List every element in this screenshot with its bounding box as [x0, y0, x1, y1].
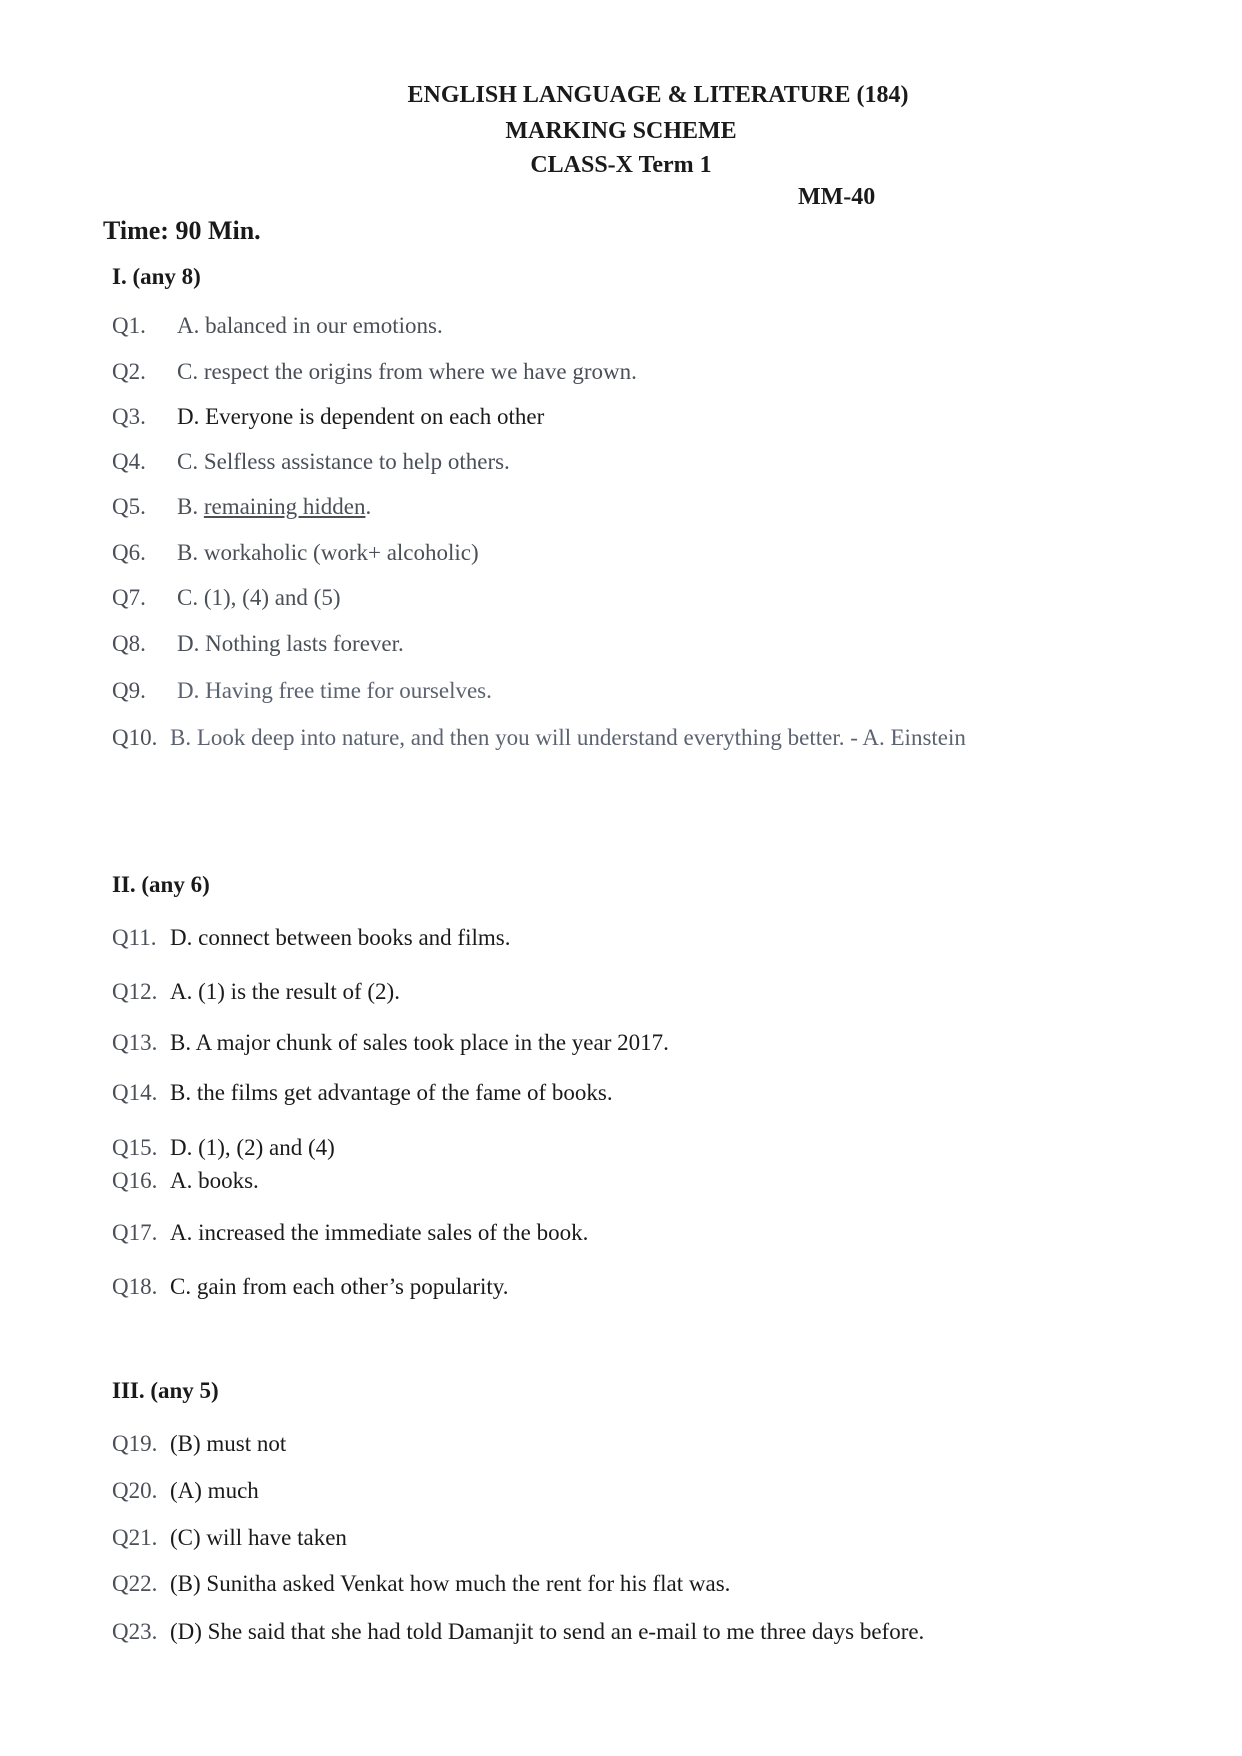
question-answer: (B) Sunitha asked Venkat how much the rent for his flat was.: [170, 1571, 731, 1596]
question-answer: (A) much: [170, 1478, 259, 1503]
question-number: Q6.: [112, 540, 146, 565]
answer-suffix: .: [365, 494, 372, 519]
question-row: [112, 631, 404, 657]
question-answer: D. Having free time for ourselves.: [177, 678, 492, 703]
question-number: Q12.: [112, 979, 158, 1004]
question-answer: D. connect between books and films.: [170, 925, 511, 950]
question-answer: C. gain from each other’s popularity.: [170, 1274, 509, 1299]
max-marks: MM-40: [798, 184, 876, 210]
question-number: Q19.: [112, 1431, 158, 1456]
question-row: [112, 1571, 731, 1597]
document-subtitle: MARKING SCHEME: [505, 118, 737, 144]
question-row: [112, 725, 966, 751]
question-number: Q1.: [112, 313, 146, 338]
question-row: [112, 1220, 589, 1246]
question-answer: A. increased the immediate sales of the book.: [170, 1220, 589, 1245]
question-number: Q9.: [112, 678, 146, 703]
question-answer: B. Look deep into nature, and then you will understand everything better. - A. Einstein: [170, 725, 966, 750]
question-answer: D. (1), (2) and (4): [170, 1135, 335, 1160]
question-number: Q4.: [112, 449, 146, 474]
question-answer: (D) She said that she had told Damanjit to send an e-mail to me three days before.: [170, 1619, 925, 1644]
question-answer: D. Nothing lasts forever.: [177, 631, 404, 656]
question-answer: C. respect the origins from where we have grown.: [177, 359, 637, 384]
question-number: Q5.: [112, 494, 146, 519]
question-row: [112, 494, 372, 520]
question-row: [112, 1274, 509, 1300]
question-row: [112, 1080, 613, 1106]
question-number: Q14.: [112, 1080, 158, 1105]
question-row: [112, 1619, 925, 1645]
question-answer: (C) will have taken: [170, 1525, 347, 1550]
question-row: [112, 404, 545, 430]
time-allowed: Time: 90 Min.: [103, 216, 261, 245]
question-row: [112, 1168, 259, 1194]
question-number: Q17.: [112, 1220, 158, 1245]
question-number: Q8.: [112, 631, 146, 656]
question-row: [112, 359, 637, 385]
question-answer: A. balanced in our emotions.: [177, 313, 443, 338]
question-row: [112, 1431, 287, 1457]
class-term: CLASS-X Term 1: [530, 152, 712, 178]
question-row: [112, 585, 341, 611]
question-number: Q2.: [112, 359, 146, 384]
question-answer: [177, 494, 371, 520]
question-row: [112, 979, 400, 1005]
question-number: Q16.: [112, 1168, 158, 1193]
question-number: Q21.: [112, 1525, 158, 1550]
question-number: Q10.: [112, 725, 158, 750]
question-row: [112, 1525, 347, 1551]
question-answer: A. (1) is the result of (2).: [170, 979, 400, 1004]
section-heading-3: III. (any 5): [112, 1378, 219, 1403]
section-heading-1: I. (any 8): [112, 264, 201, 289]
question-answer: B. A major chunk of sales took place in the year 2017.: [170, 1030, 669, 1055]
question-row: [112, 1030, 669, 1056]
question-number: Q15.: [112, 1135, 158, 1160]
question-row: [112, 925, 511, 951]
question-number: Q13.: [112, 1030, 158, 1055]
question-answer: C. Selfless assistance to help others.: [177, 449, 510, 474]
question-number: Q20.: [112, 1478, 158, 1503]
question-number: Q18.: [112, 1274, 158, 1299]
question-answer: B. the films get advantage of the fame of books.: [170, 1080, 613, 1105]
document-title: ENGLISH LANGUAGE & LITERATURE (184): [407, 82, 909, 108]
question-row: [112, 313, 443, 339]
question-row: [112, 449, 510, 475]
question-row: [112, 1135, 335, 1161]
question-number: Q22.: [112, 1571, 158, 1596]
section-heading-2: II. (any 6): [112, 872, 210, 897]
question-answer: (B) must not: [170, 1431, 287, 1456]
underlined-answer: remaining hidden: [203, 494, 366, 519]
question-answer: D. Everyone is dependent on each other: [177, 404, 545, 429]
question-number: Q7.: [112, 585, 146, 610]
question-row: [112, 540, 479, 566]
question-number: Q23.: [112, 1619, 158, 1644]
question-row: [112, 678, 492, 704]
question-answer: A. books.: [170, 1168, 259, 1193]
answer-prefix: B.: [177, 494, 204, 519]
question-row: [112, 1478, 259, 1504]
question-answer: B. workaholic (work+ alcoholic): [177, 540, 479, 565]
question-number: Q11.: [112, 925, 157, 950]
question-number: Q3.: [112, 404, 146, 429]
question-answer: C. (1), (4) and (5): [177, 585, 341, 610]
